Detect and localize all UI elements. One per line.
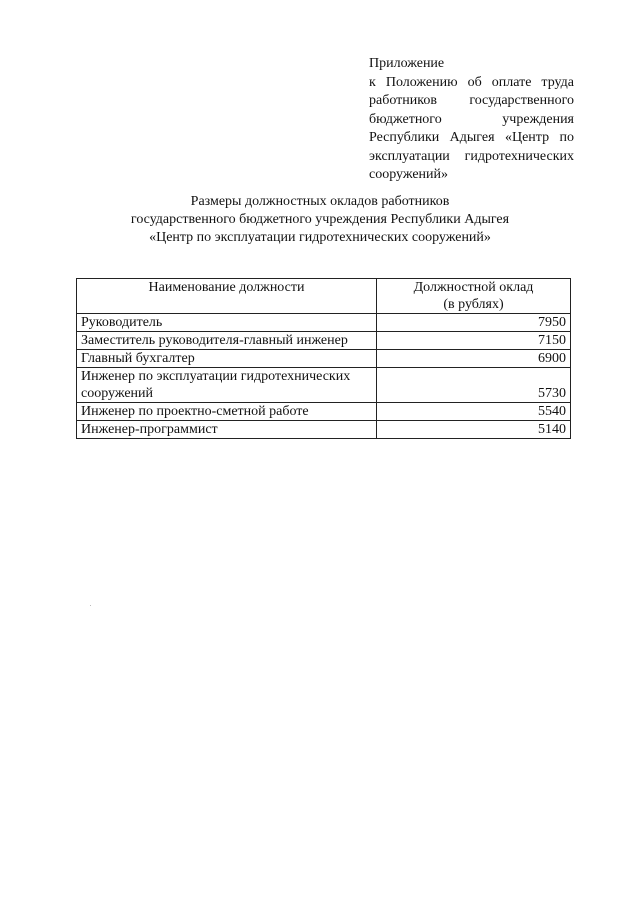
row-position: Заместитель руководителя-главный инженер — [77, 332, 377, 350]
row-position: Инженер по эксплуатации гидротехнических сооружений — [77, 368, 377, 403]
row-position: Инженер по проектно-сметной работе — [77, 403, 377, 421]
table-row — [77, 421, 571, 439]
table-row — [77, 350, 571, 368]
table-row — [77, 314, 571, 332]
annex-body: к Положению об оплате труда работников государственного бюджетного учреждения Республики Адыгея «Центр по эксплуатации гидротехнических сооружений» — [369, 74, 574, 182]
row-salary: 5730 — [377, 368, 571, 403]
row-salary: 6900 — [377, 350, 571, 368]
annex-title: Приложение — [369, 56, 445, 71]
row-position: Главный бухгалтер — [77, 350, 377, 368]
table-row — [77, 332, 571, 350]
row-salary: 5540 — [377, 403, 571, 421]
heading-line-2: государственного бюджетного учреждения Республики Адыгея — [130, 212, 510, 227]
header-salary — [377, 279, 571, 314]
annex-block — [369, 55, 574, 185]
header-salary-line-2: (в рублях) — [443, 297, 504, 312]
header-position: Наименование должности — [77, 279, 377, 314]
header-salary-line-1: Должностной оклад — [413, 280, 534, 295]
document-heading — [60, 193, 580, 247]
table-header-row — [77, 279, 571, 314]
scan-speck — [90, 605, 91, 606]
table-row — [77, 403, 571, 421]
row-salary: 5140 — [377, 421, 571, 439]
row-position: Инженер-программист — [77, 421, 377, 439]
row-position: Руководитель — [77, 314, 377, 332]
salary-table — [76, 278, 571, 439]
heading-line-3: «Центр по эксплуатации гидротехнических сооружений» — [149, 230, 491, 245]
table-row — [77, 368, 571, 403]
heading-line-1: Размеры должностных окладов работников — [190, 194, 450, 209]
row-salary: 7950 — [377, 314, 571, 332]
row-salary: 7150 — [377, 332, 571, 350]
